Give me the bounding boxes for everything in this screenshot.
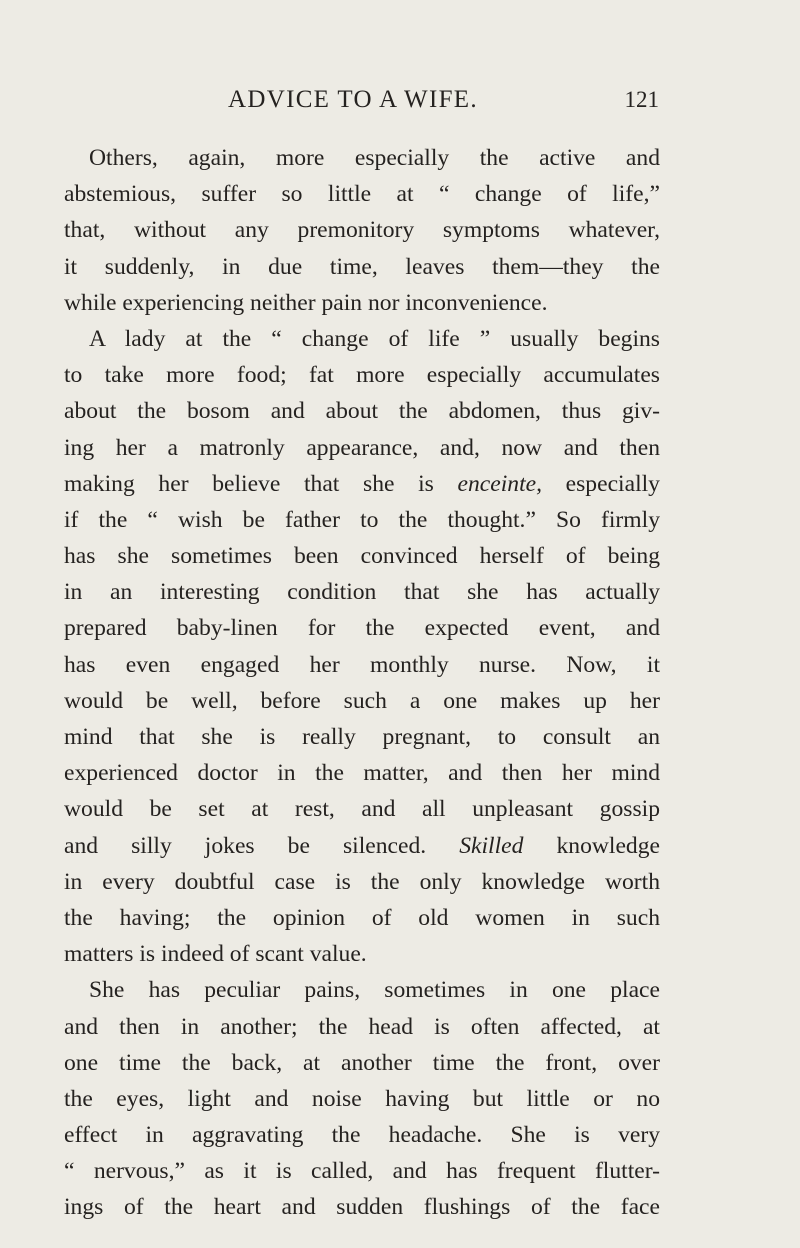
- text-line: abstemious, suffer so little at “ change of life,”: [64, 181, 660, 208]
- text-line: prepared baby-linen for the expected event, and: [64, 615, 660, 642]
- text-line: the eyes, light and noise having but little or no: [64, 1085, 660, 1112]
- body-text: [64, 140, 660, 1226]
- running-head: ADVICE TO A WIFE.: [228, 86, 478, 113]
- text-span: especially: [542, 470, 660, 497]
- text-line: experienced doctor in the matter, and then her mind: [64, 760, 660, 787]
- text-line: would be well, before such a one makes up her: [64, 687, 660, 714]
- page-header: [228, 86, 659, 120]
- text-line: and then in another; the head is often affected, at: [64, 1013, 660, 1040]
- text-line: ings of the heart and sudden flushings of the face: [64, 1194, 660, 1221]
- text-line: mind that she is really pregnant, to consult an: [64, 724, 660, 750]
- text-line: would be set at rest, and all unpleasant gossip: [64, 796, 660, 823]
- text-line: it suddenly, in due time, leaves them—they the: [64, 253, 660, 280]
- italic-text: enceinte,: [457, 470, 542, 497]
- text-line: about the bosom and about the abdomen, thus giv-: [64, 398, 660, 425]
- text-line: to take more food; fat more especially accumulates: [64, 362, 660, 389]
- text-span: making her believe that she is: [64, 470, 458, 497]
- text-line: while experiencing neither pain nor inconvenience.: [64, 289, 548, 316]
- text-line: “ nervous,” as it is called, and has frequent flutter-: [64, 1158, 660, 1185]
- text-line: ing her a matronly appearance, and, now and then: [64, 434, 660, 461]
- text-line: effect in aggravating the headache. She is very: [64, 1122, 660, 1149]
- text-line: has even engaged her monthly nurse. Now, it: [64, 651, 660, 678]
- text-line: if the “ wish be father to the thought.” So firmly: [64, 506, 660, 533]
- page-number: 121: [624, 87, 659, 112]
- text-line: in an interesting condition that she has actually: [64, 579, 660, 606]
- text-line: She has peculiar pains, sometimes in one place: [89, 977, 660, 1004]
- text-line: [64, 466, 660, 502]
- text-line: that, without any premonitory symptoms whatever,: [64, 217, 660, 244]
- text-span: knowledge: [523, 832, 660, 859]
- text-line: matters is indeed of scant value.: [64, 941, 367, 968]
- text-line: in every doubtful case is the only knowledge worth: [64, 868, 660, 895]
- text-span: and silly jokes be silenced.: [64, 832, 460, 859]
- text-line: Others, again, more especially the active and: [89, 145, 660, 171]
- text-line: has she sometimes been convinced herself of being: [64, 543, 660, 570]
- text-line: [64, 828, 660, 864]
- text-line: A lady at the “ change of life ” usually begins: [89, 325, 660, 352]
- text-line: one time the back, at another time the front, over: [64, 1049, 660, 1076]
- text-line: the having; the opinion of old women in such: [64, 904, 660, 931]
- italic-text: Skilled: [459, 832, 524, 859]
